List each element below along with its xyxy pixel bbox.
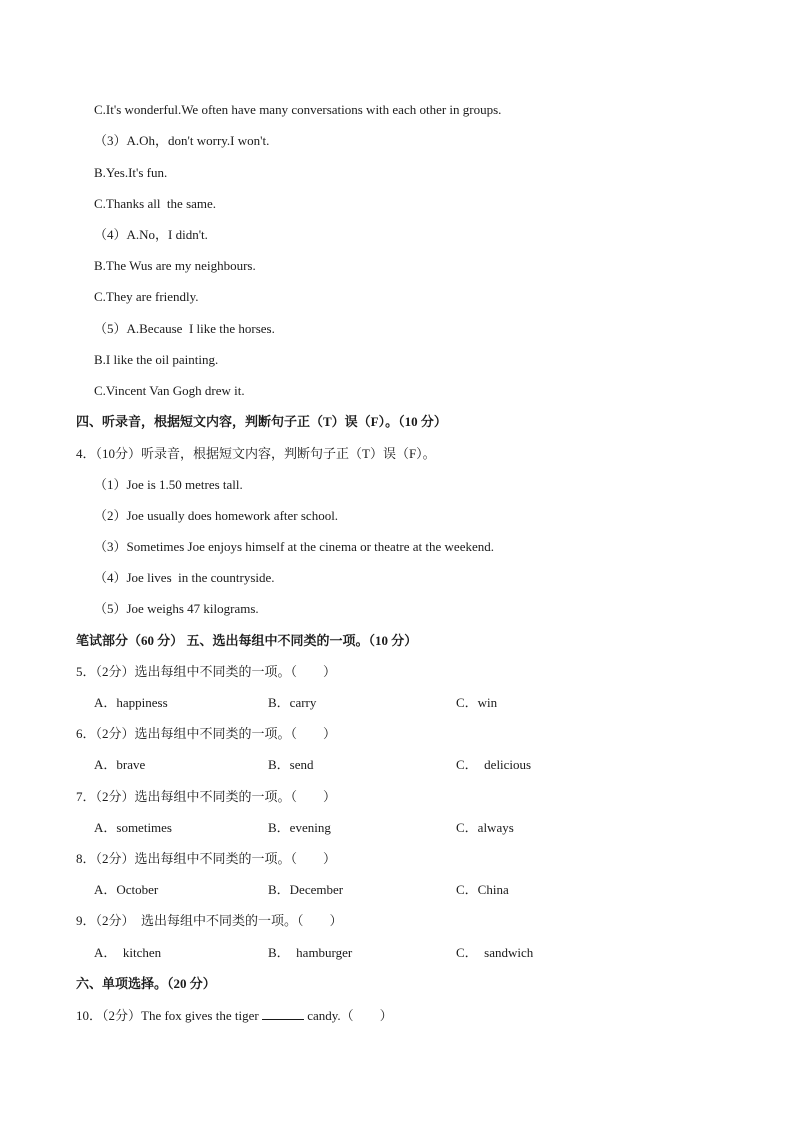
section-heading: 笔试部分（60 分） 五、选出每组中不同类的一项。（10 分）: [76, 633, 418, 648]
choice-a: A．brave: [94, 757, 146, 772]
statement-item: （1）Joe is 1.50 metres tall.: [94, 477, 243, 492]
answer-option: C.Vincent Van Gogh drew it.: [94, 383, 245, 398]
answer-option: B.The Wus are my neighbours.: [94, 258, 256, 273]
answer-option: （5）A.Because I like the horses.: [94, 321, 275, 336]
choice-b: B．December: [268, 882, 344, 897]
question-stem: [76, 1007, 393, 1024]
choice-c: C． sandwich: [456, 945, 534, 960]
statement-item: （3）Sometimes Joe enjoys himself at the cinema or theatre at the weekend.: [94, 539, 494, 554]
choice-a: A．October: [94, 882, 159, 897]
answer-option: B.Yes.It's fun.: [94, 165, 168, 180]
question-text-start: 10．（2分）The fox gives the tiger: [76, 1008, 262, 1023]
choice-a: A． kitchen: [94, 945, 162, 960]
choice-a: A．happiness: [94, 695, 168, 710]
question-stem: 4．（10分）听录音，根据短文内容，判断句子正（T）误（F）。: [76, 446, 436, 461]
question-stem: 6．（2分）选出每组中不同类的一项。（ ）: [76, 726, 337, 741]
choice-b: B．carry: [268, 695, 317, 710]
statement-item: （5）Joe weighs 47 kilograms.: [94, 601, 259, 616]
choice-c: C． delicious: [456, 757, 532, 772]
answer-blank: [262, 1007, 304, 1020]
question-stem: 8．（2分）选出每组中不同类的一项。（ ）: [76, 851, 337, 866]
answer-option: B.I like the oil painting.: [94, 352, 219, 367]
question-text-end: candy.（ ）: [303, 1008, 393, 1023]
answer-option: C.Thanks all the same.: [94, 196, 217, 211]
choice-c: C．China: [456, 882, 509, 897]
choice-a: A．sometimes: [94, 820, 172, 835]
statement-item: （2）Joe usually does homework after school.: [94, 508, 339, 523]
section-heading: 六、单项选择。（20 分）: [76, 976, 216, 991]
answer-option: （4）A.No，I didn't.: [94, 227, 208, 242]
answer-option: C.They are friendly.: [94, 289, 199, 304]
choice-b: B．evening: [268, 820, 331, 835]
statement-item: （4）Joe lives in the countryside.: [94, 570, 275, 585]
question-stem: 5．（2分）选出每组中不同类的一项。（ ）: [76, 664, 337, 679]
choice-c: C．always: [456, 820, 514, 835]
choice-b: B．send: [268, 757, 314, 772]
answer-option: C.It's wonderful.We often have many conversations with each other in groups.: [94, 102, 502, 117]
choice-b: B． hamburger: [268, 945, 353, 960]
section-heading: 四、听录音，根据短文内容，判断句子正（T）误（F）。（10 分）: [76, 414, 447, 429]
answer-option: （3）A.Oh，don't worry.I won't.: [94, 133, 270, 148]
choice-c: C．win: [456, 695, 498, 710]
question-stem: 7．（2分）选出每组中不同类的一项。（ ）: [76, 789, 337, 804]
question-stem: 9．（2分） 选出每组中不同类的一项。（ ）: [76, 913, 343, 928]
